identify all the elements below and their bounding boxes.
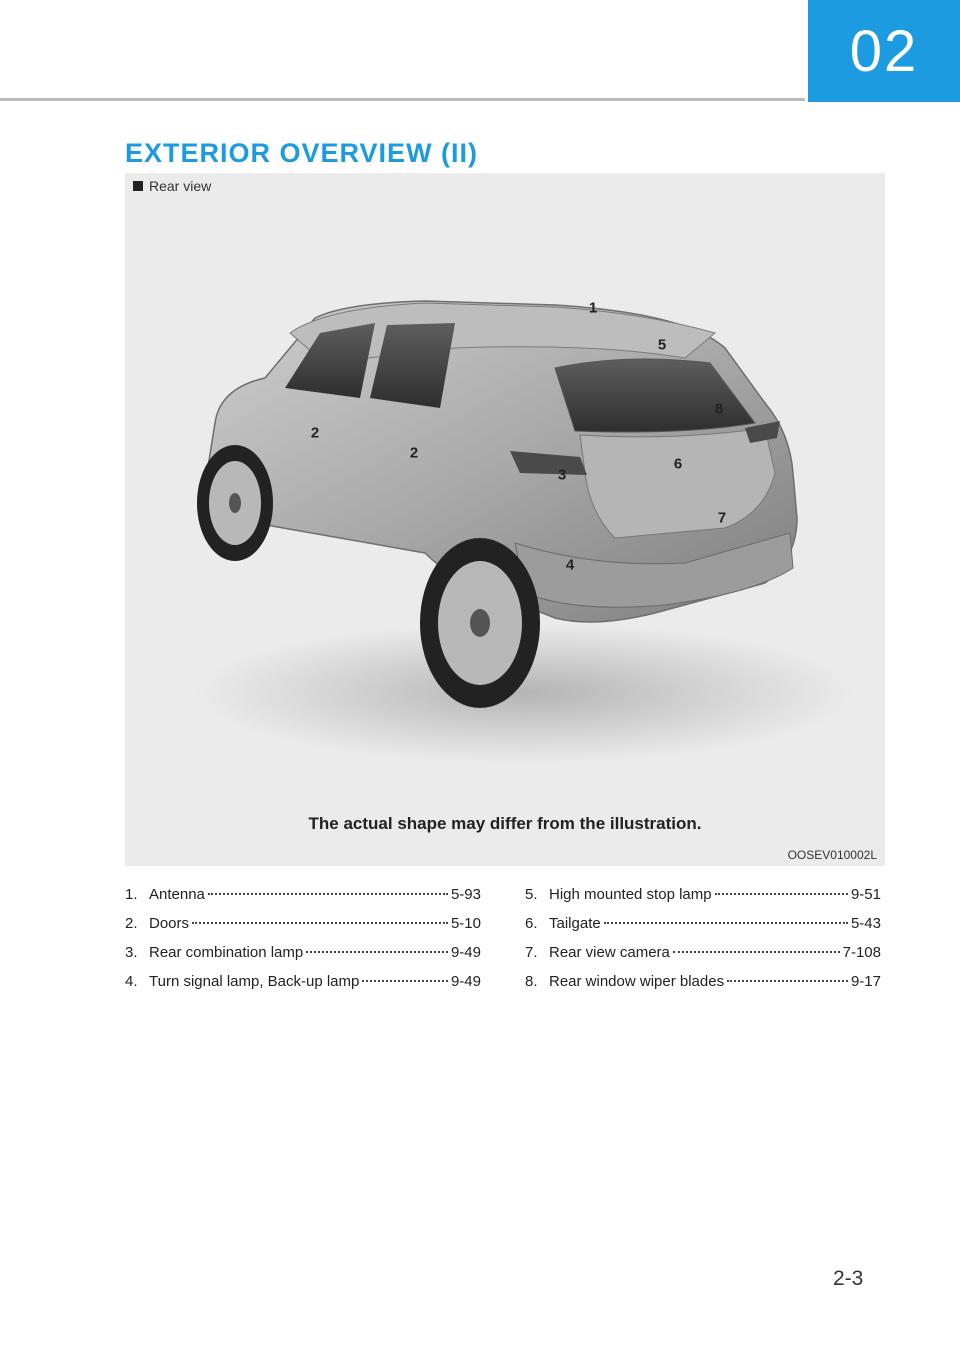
list-item — [525, 915, 881, 944]
component-list-left — [125, 886, 481, 1002]
item-label: Rear combination lamp — [149, 944, 304, 961]
front-wheel — [197, 445, 273, 561]
leader-dots — [715, 893, 848, 895]
callout-3: 3 — [557, 466, 567, 484]
leader-dots — [208, 893, 448, 895]
callout-7: 7 — [717, 509, 727, 527]
callout-2-front: 2 — [310, 424, 320, 442]
figure-code: OOSEV010002L — [787, 848, 877, 862]
leader-dots — [306, 951, 448, 953]
item-label: Rear view camera — [549, 944, 670, 961]
item-number: 7. — [525, 944, 538, 961]
figure-heading-text: Rear view — [149, 178, 212, 194]
list-item — [125, 973, 481, 1002]
item-page: 5-10 — [450, 915, 481, 932]
item-page: 5-43 — [850, 915, 881, 932]
list-item — [125, 944, 481, 973]
callout-1: 1 — [588, 299, 598, 317]
list-item — [525, 944, 881, 973]
component-list-right — [525, 886, 881, 1002]
callout-6: 6 — [673, 455, 683, 473]
item-page: 7-108 — [842, 944, 881, 961]
item-page: 5-93 — [450, 886, 481, 903]
chapter-number: 02 — [849, 18, 919, 84]
leader-dots — [192, 922, 448, 924]
item-page: 9-49 — [450, 973, 481, 990]
section-title: EXTERIOR OVERVIEW (II) — [125, 138, 479, 168]
item-page: 9-51 — [850, 886, 881, 903]
chapter-tab — [808, 0, 960, 102]
list-item — [125, 915, 481, 944]
list-item — [525, 886, 881, 915]
illustration-note: The actual shape may differ from the illustration. — [308, 814, 702, 833]
item-number: 6. — [525, 915, 538, 932]
item-number: 3. — [125, 944, 138, 961]
square-bullet-icon — [133, 181, 143, 191]
item-label: High mounted stop lamp — [549, 886, 712, 903]
item-label: Rear window wiper blades — [549, 973, 725, 990]
item-page: 9-17 — [850, 973, 881, 990]
item-number: 4. — [125, 973, 138, 990]
leader-dots — [362, 980, 448, 982]
page-number: 2-3 — [833, 1267, 864, 1290]
item-number: 8. — [525, 973, 538, 990]
list-item — [125, 886, 481, 915]
leader-dots — [727, 980, 848, 982]
header-rule — [0, 98, 805, 101]
item-number: 5. — [525, 886, 538, 903]
item-label: Tailgate — [549, 915, 601, 932]
item-label: Doors — [149, 915, 190, 932]
callout-8: 8 — [714, 400, 724, 418]
leader-dots — [673, 951, 840, 953]
item-label: Turn signal lamp, Back-up lamp — [149, 973, 360, 990]
callout-4: 4 — [565, 556, 575, 574]
list-item — [525, 973, 881, 1002]
rear-wheel — [420, 538, 540, 708]
callout-5: 5 — [657, 336, 667, 354]
item-number: 1. — [125, 886, 138, 903]
item-label: Antenna — [149, 886, 205, 903]
leader-dots — [604, 922, 848, 924]
item-page: 9-49 — [450, 944, 481, 961]
car-rear-view-image — [125, 173, 885, 866]
callout-2-rear: 2 — [409, 444, 419, 462]
item-number: 2. — [125, 915, 138, 932]
vehicle-illustration — [125, 173, 885, 866]
figure-heading — [133, 178, 211, 194]
